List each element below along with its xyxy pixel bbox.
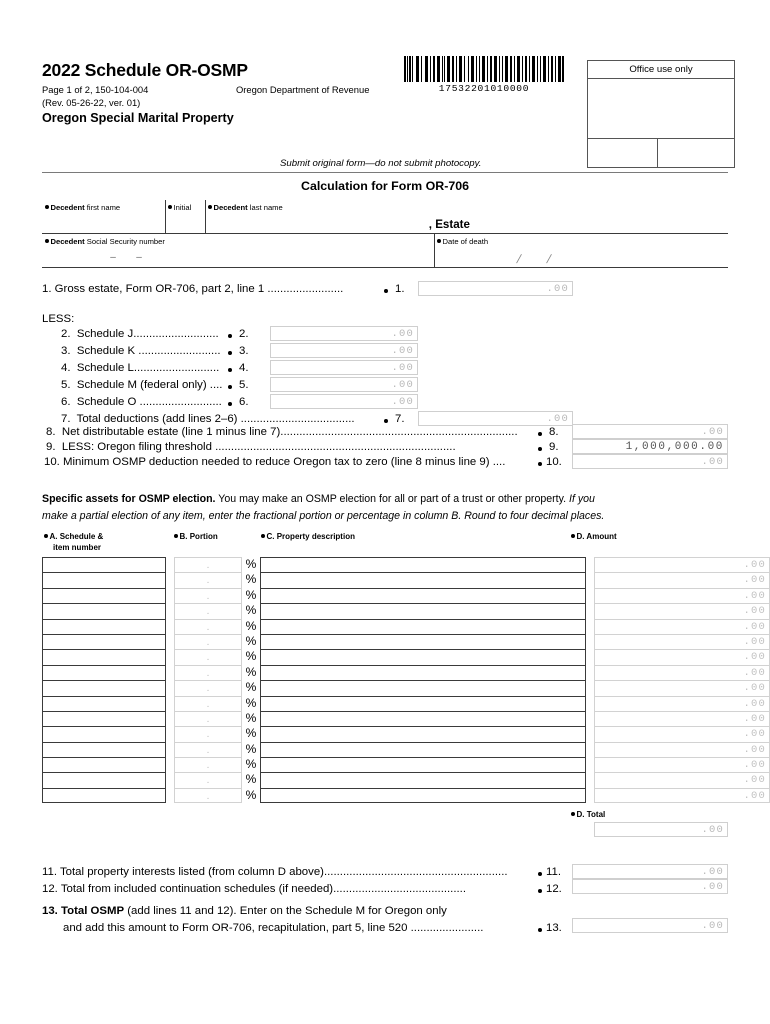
ssn-dod-divider: [434, 234, 435, 267]
asset-row-amount[interactable]: .00: [594, 634, 770, 649]
assets-column-a: [42, 557, 166, 803]
asset-row-portion[interactable]: .: [174, 572, 242, 587]
asset-row-description[interactable]: [260, 634, 586, 649]
line-6-number: 6.: [239, 396, 249, 408]
line-3-bullet-icon: [228, 351, 232, 355]
asset-row-schedule-item[interactable]: [42, 711, 166, 726]
line-9-label: 9. LESS: Oregon filing threshold ............................................................................: [46, 441, 456, 453]
asset-row-schedule-item[interactable]: [42, 557, 166, 572]
decedent-ssn-row: [42, 234, 728, 268]
asset-row-description[interactable]: [260, 772, 586, 787]
line-9-number: 9.: [549, 441, 559, 453]
field-bullet-icon: [45, 239, 49, 243]
specific-assets-paragraph-line2: make a partial election of any item, enter the fractional portion or percentage in column B. Round to four decimal places.: [42, 510, 605, 522]
less-label: LESS:: [42, 313, 75, 325]
field-bullet-icon: [44, 534, 48, 538]
asset-row-portion[interactable]: .: [174, 649, 242, 664]
line-3-field[interactable]: .00: [270, 343, 418, 358]
percent-symbol: %: [245, 633, 257, 648]
assets-column-c: [260, 557, 586, 803]
asset-row-portion[interactable]: .: [174, 557, 242, 572]
asset-row-description[interactable]: [260, 619, 586, 634]
asset-row-portion[interactable]: .: [174, 772, 242, 787]
line-8-label: 8. Net distributable estate (line 1 minus line 7)...........................................................................: [46, 426, 518, 438]
field-bullet-icon: [261, 534, 265, 538]
asset-row-portion[interactable]: .: [174, 742, 242, 757]
line-13-label: 13. Total OSMP (add lines 11 and 12). Enter on the Schedule M for Oregon only: [42, 905, 447, 917]
asset-row-portion[interactable]: .: [174, 588, 242, 603]
line-12-bullet-icon: [538, 889, 542, 893]
line-2-number: 2.: [239, 328, 249, 340]
asset-row-description[interactable]: [260, 665, 586, 680]
asset-row-schedule-item[interactable]: [42, 665, 166, 680]
line-11-field[interactable]: .00: [572, 864, 728, 879]
asset-row-amount[interactable]: .00: [594, 757, 770, 772]
decedent-name-row: [42, 200, 728, 234]
asset-row-amount[interactable]: .00: [594, 665, 770, 680]
asset-row-portion[interactable]: .: [174, 680, 242, 695]
line-8-number: 8.: [549, 426, 559, 438]
percent-symbol: %: [245, 557, 257, 571]
percent-symbol: %: [245, 572, 257, 587]
percent-symbol: %: [245, 618, 257, 633]
line-1-number: 1.: [395, 283, 405, 295]
line-2-label: 2. Schedule J...........................: [61, 328, 219, 340]
ssn-separators[interactable]: – –: [110, 252, 142, 263]
line-6-field[interactable]: .00: [270, 394, 418, 409]
asset-row-portion[interactable]: .: [174, 788, 242, 803]
office-use-cell-right[interactable]: [658, 139, 734, 167]
specific-assets-heading: Specific assets for OSMP election.: [42, 493, 216, 505]
asset-row-description[interactable]: [260, 649, 586, 664]
decedent-ssn-label: Decedent Social Security number: [45, 237, 165, 246]
form-title: 2022 Schedule OR-OSMP: [42, 60, 248, 80]
line-12-field[interactable]: .00: [572, 879, 728, 894]
asset-row-amount[interactable]: .00: [594, 726, 770, 741]
percent-symbol: %: [245, 680, 257, 695]
asset-row-description[interactable]: [260, 603, 586, 618]
asset-row-portion[interactable]: .: [174, 711, 242, 726]
asset-row-amount[interactable]: .00: [594, 772, 770, 787]
line-7-label: 7. Total deductions (add lines 2–6) ....................................: [61, 413, 355, 425]
line-10-number: 10.: [546, 456, 562, 468]
office-use-cell-left[interactable]: [588, 139, 658, 167]
line-1-label: 1. Gross estate, Form OR-706, part 2, line 1 ........................: [42, 283, 344, 295]
asset-row-amount[interactable]: .00: [594, 603, 770, 618]
field-bullet-icon: [571, 534, 575, 538]
page-info: Page 1 of 2, 150-104-004: [42, 84, 149, 95]
name-divider-2: [205, 200, 206, 233]
percent-symbol: %: [245, 587, 257, 602]
date-of-death-separators[interactable]: / /: [515, 252, 553, 266]
field-bullet-icon: [168, 205, 172, 209]
line-10-bullet-icon: [538, 462, 542, 466]
asset-row-portion[interactable]: .: [174, 726, 242, 741]
decedent-first-name-label: Decedent first name: [45, 203, 120, 212]
asset-row-description[interactable]: [260, 557, 586, 572]
percent-symbol: %: [245, 772, 257, 787]
decedent-initial-label: Initial: [168, 203, 191, 212]
percent-symbol: %: [245, 664, 257, 679]
line-9-field[interactable]: 1,000,000.00: [572, 439, 728, 454]
asset-row-portion[interactable]: .: [174, 634, 242, 649]
asset-row-description[interactable]: [260, 711, 586, 726]
asset-row-schedule-item[interactable]: [42, 572, 166, 587]
percent-symbol: %: [245, 757, 257, 772]
percent-symbol: %: [245, 787, 257, 802]
barcode-image: [404, 56, 564, 82]
asset-row-description[interactable]: [260, 680, 586, 695]
line-11-bullet-icon: [538, 872, 542, 876]
asset-row-schedule-item[interactable]: [42, 588, 166, 603]
asset-row-portion[interactable]: .: [174, 619, 242, 634]
asset-row-amount[interactable]: .00: [594, 788, 770, 803]
asset-row-schedule-item[interactable]: [42, 649, 166, 664]
asset-row-portion[interactable]: .: [174, 603, 242, 618]
asset-row-description[interactable]: [260, 788, 586, 803]
submit-note: Submit original form—do not submit photocopy.: [280, 158, 482, 169]
asset-row-portion[interactable]: .: [174, 757, 242, 772]
line-5-number: 5.: [239, 379, 249, 391]
line-12-number: 12.: [546, 883, 562, 895]
percent-symbol: %: [245, 710, 257, 725]
d-total-label: D. Total: [571, 810, 605, 819]
line-8-field[interactable]: .00: [572, 424, 728, 439]
column-c-header: C. Property description: [261, 532, 355, 541]
line-1-bullet-icon: [384, 289, 388, 293]
line-10-label: 10. Minimum OSMP deduction needed to reduce Oregon tax to zero (line 8 minus line 9) ....: [44, 456, 506, 468]
asset-row-amount[interactable]: .00: [594, 572, 770, 587]
asset-row-schedule-item[interactable]: [42, 772, 166, 787]
decedent-section: [42, 200, 728, 268]
asset-row-amount[interactable]: .00: [594, 711, 770, 726]
column-a-header-line2: item number: [53, 543, 102, 552]
asset-row-amount[interactable]: .00: [594, 588, 770, 603]
asset-row-schedule-item[interactable]: [42, 680, 166, 695]
asset-row-schedule-item[interactable]: [42, 757, 166, 772]
office-use-only-box: [587, 60, 735, 168]
assets-column-percent: [244, 557, 258, 803]
line-6-label: 6. Schedule O ..........................: [61, 396, 222, 408]
column-d-header: D. Amount: [571, 532, 617, 541]
office-use-only-label: Office use only: [588, 61, 734, 79]
percent-symbol: %: [245, 649, 257, 664]
asset-row-portion[interactable]: .: [174, 696, 242, 711]
line-3-label: 3. Schedule K ..........................: [61, 345, 221, 357]
field-bullet-icon: [571, 812, 575, 816]
asset-row-schedule-item[interactable]: [42, 788, 166, 803]
asset-row-schedule-item[interactable]: [42, 603, 166, 618]
line-7-bullet-icon: [384, 419, 388, 423]
percent-symbol: %: [245, 726, 257, 741]
office-use-large-cell[interactable]: [588, 79, 734, 139]
asset-row-description[interactable]: [260, 726, 586, 741]
line-7-field[interactable]: .00: [418, 411, 573, 426]
asset-row-amount[interactable]: .00: [594, 680, 770, 695]
line-6-bullet-icon: [228, 402, 232, 406]
asset-row-description[interactable]: [260, 742, 586, 757]
asset-row-description[interactable]: [260, 757, 586, 772]
line-1-field[interactable]: .00: [418, 281, 573, 296]
line-5-bullet-icon: [228, 385, 232, 389]
office-use-bottom-row: [588, 139, 734, 167]
department-name: Oregon Department of Revenue: [236, 84, 370, 95]
percent-symbol: %: [245, 741, 257, 756]
asset-row-amount[interactable]: .00: [594, 742, 770, 757]
asset-row-schedule-item[interactable]: [42, 619, 166, 634]
line-2-bullet-icon: [228, 334, 232, 338]
line-8-bullet-icon: [538, 432, 542, 436]
line-10-field[interactable]: .00: [572, 454, 728, 469]
percent-symbol: %: [245, 695, 257, 710]
asset-row-amount[interactable]: .00: [594, 696, 770, 711]
decedent-last-name-label: Decedent last name: [208, 203, 283, 212]
asset-row-description[interactable]: [260, 696, 586, 711]
line-2-field[interactable]: .00: [270, 326, 418, 341]
line-4-bullet-icon: [228, 368, 232, 372]
percent-symbol: %: [245, 603, 257, 618]
line-13-number: 13.: [546, 922, 562, 934]
asset-row-amount[interactable]: .00: [594, 619, 770, 634]
asset-row-schedule-item[interactable]: [42, 634, 166, 649]
line-3-number: 3.: [239, 345, 249, 357]
assets-column-b: [174, 557, 242, 803]
line-13-label-line2: and add this amount to Form OR-706, recapitulation, part 5, line 520 .......................: [63, 922, 484, 934]
line-4-label: 4. Schedule L...........................: [61, 362, 220, 374]
line-11-label: 11. Total property interests listed (from column D above)..........................................................: [42, 866, 508, 878]
line-9-bullet-icon: [538, 447, 542, 451]
estate-label: , Estate: [428, 218, 470, 231]
field-bullet-icon: [208, 205, 212, 209]
asset-row-schedule-item[interactable]: [42, 726, 166, 741]
line-5-label: 5. Schedule M (federal only) ....: [61, 379, 223, 391]
asset-row-description[interactable]: [260, 572, 586, 587]
line-4-number: 4.: [239, 362, 249, 374]
assets-column-d: [594, 557, 770, 803]
calculation-title: Calculation for Form OR-706: [301, 179, 469, 193]
asset-row-amount[interactable]: .00: [594, 649, 770, 664]
asset-row-schedule-item[interactable]: [42, 696, 166, 711]
field-bullet-icon: [174, 534, 178, 538]
line-13-field[interactable]: .00: [572, 918, 728, 933]
date-of-death-label: Date of death: [437, 237, 488, 246]
d-total-field[interactable]: .00: [594, 822, 728, 837]
column-a-header: A. Schedule &: [44, 532, 103, 541]
field-bullet-icon: [45, 205, 49, 209]
header-divider: [42, 172, 728, 173]
asset-row-amount[interactable]: .00: [594, 557, 770, 572]
line-11-number: 11.: [546, 866, 561, 878]
line-13-bullet-icon: [538, 928, 542, 932]
barcode-number: 17532201010000: [438, 83, 530, 94]
field-bullet-icon: [437, 239, 441, 243]
name-divider-1: [165, 200, 166, 233]
specific-assets-paragraph-line1: Specific assets for OSMP election. You may make an OSMP election for all or part of a trust or other property. If you: [42, 493, 595, 505]
line-5-field[interactable]: .00: [270, 377, 418, 392]
asset-row-description[interactable]: [260, 588, 586, 603]
line-4-field[interactable]: .00: [270, 360, 418, 375]
column-b-header: B. Portion: [174, 532, 218, 541]
form-subtitle: Oregon Special Marital Property: [42, 111, 234, 125]
line-7-number: 7.: [395, 413, 405, 425]
barcode-block: [404, 56, 564, 94]
revision-info: (Rev. 05-26-22, ver. 01): [42, 97, 141, 108]
asset-row-schedule-item[interactable]: [42, 742, 166, 757]
line-12-label: 12. Total from included continuation schedules (if needed)..........................................: [42, 883, 467, 895]
asset-row-portion[interactable]: .: [174, 665, 242, 680]
